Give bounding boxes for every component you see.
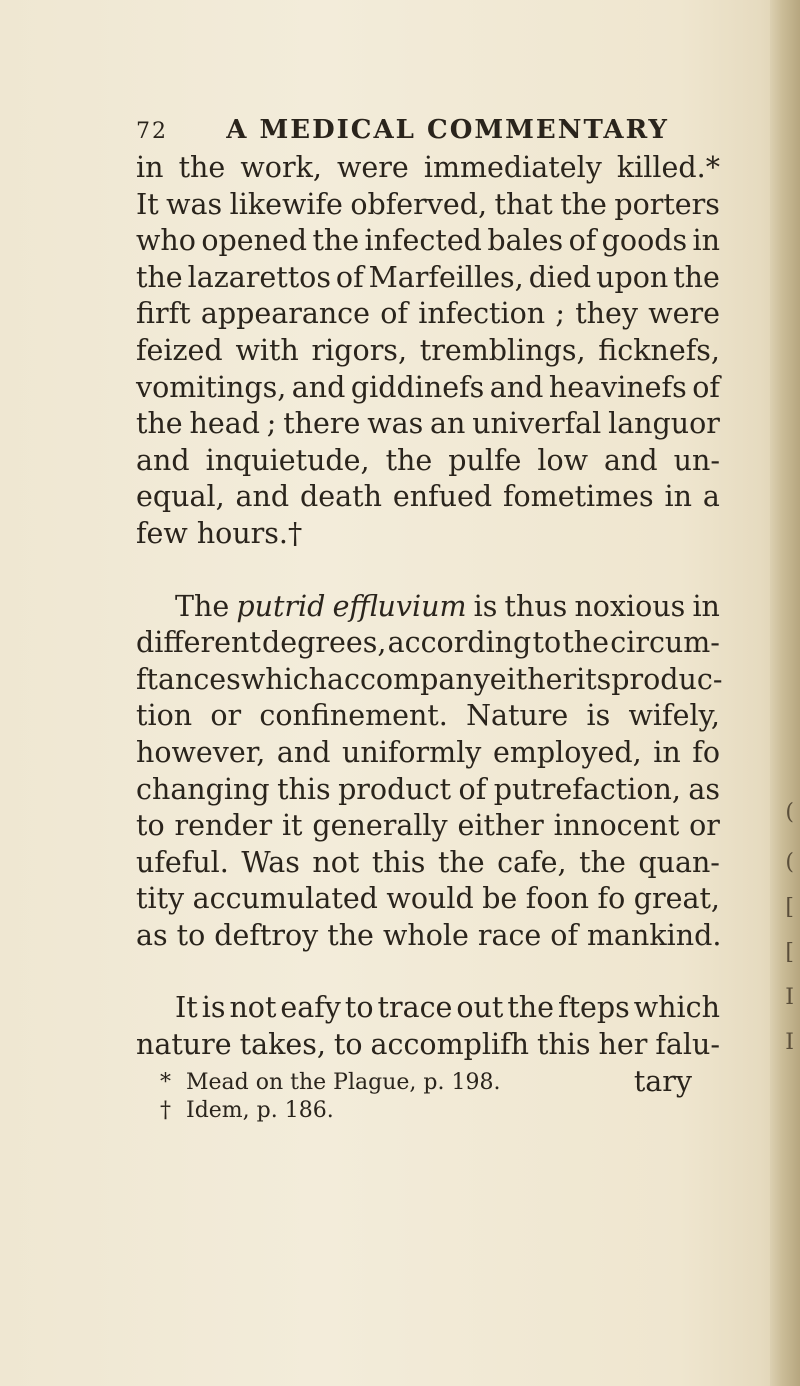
edge-glyph: I: [785, 1030, 794, 1055]
footnote-text: Idem, p. 186.: [186, 1098, 334, 1123]
text-line: however, and uniformly employed, in fo: [136, 735, 720, 769]
text-line: few hours.†: [136, 516, 303, 550]
page-number: 72: [136, 119, 168, 144]
footnote: [160, 1097, 660, 1125]
text-line: different degrees, according to the circum-: [136, 626, 720, 660]
footnote-mark: *: [160, 1070, 171, 1095]
edge-glyph: [: [785, 895, 794, 920]
footnote: [160, 1069, 660, 1097]
paragraph-gap: [136, 553, 720, 589]
text-line: as to deftroy the whole race of mankind.: [136, 918, 722, 952]
edge-glyphs: [776, 0, 794, 1386]
body-text: [136, 150, 723, 1100]
text-line: The putrid effluvium is thus noxious in: [175, 589, 720, 623]
text-line: and inquietude, the pulfe low and un-: [136, 443, 720, 477]
text-line: ftances which accompany either its produc-: [136, 662, 723, 696]
text-line: the lazarettos of Marfeilles, died upon the: [136, 260, 720, 294]
text-line: in the work, were immediately killed.*: [136, 151, 720, 184]
text-line: the head ; there was an univerfal languor: [136, 407, 720, 441]
text-line: vomitings, and giddinefs and heavinefs of: [136, 370, 720, 404]
edge-glyph: I: [785, 985, 794, 1010]
edge-glyph: (: [785, 850, 794, 875]
text-line: It is not eafy to trace out the fteps which: [175, 991, 720, 1025]
text-line: equal, and death enfued fometimes in a: [136, 480, 720, 514]
text-line: changing this product of putrefaction, as: [136, 772, 720, 806]
footnotes: [160, 1069, 660, 1125]
footnote-mark: †: [160, 1098, 171, 1123]
edge-glyph: [: [785, 940, 794, 965]
footnote-text: Mead on the Plague, p. 198.: [186, 1070, 501, 1095]
text-line: to render it generally either innocent or: [136, 809, 720, 843]
text-line: feized with rigors, tremblings, ficknefs,: [136, 333, 720, 367]
text-line: ufeful. Was not this the cafe, the quan-: [136, 845, 720, 879]
edge-glyph: (: [785, 800, 794, 825]
paragraph-gap: [136, 954, 720, 990]
running-header: [136, 115, 696, 155]
text-line: firft appearance of infection ; they were: [136, 297, 720, 331]
text-line: nature takes, to accomplifh this her falu-: [136, 1028, 720, 1062]
running-title: A MEDICAL COMMENTARY: [226, 115, 669, 145]
catchword: tary: [633, 1064, 692, 1098]
text-line: tity accumulated would be foon fo great,: [136, 882, 720, 916]
text-line: who opened the infected bales of goods in: [136, 224, 720, 258]
text-line: tion or confinement. Nature is wifely,: [136, 699, 720, 733]
text-line: It was likewife obferved, that the porters: [136, 187, 720, 221]
